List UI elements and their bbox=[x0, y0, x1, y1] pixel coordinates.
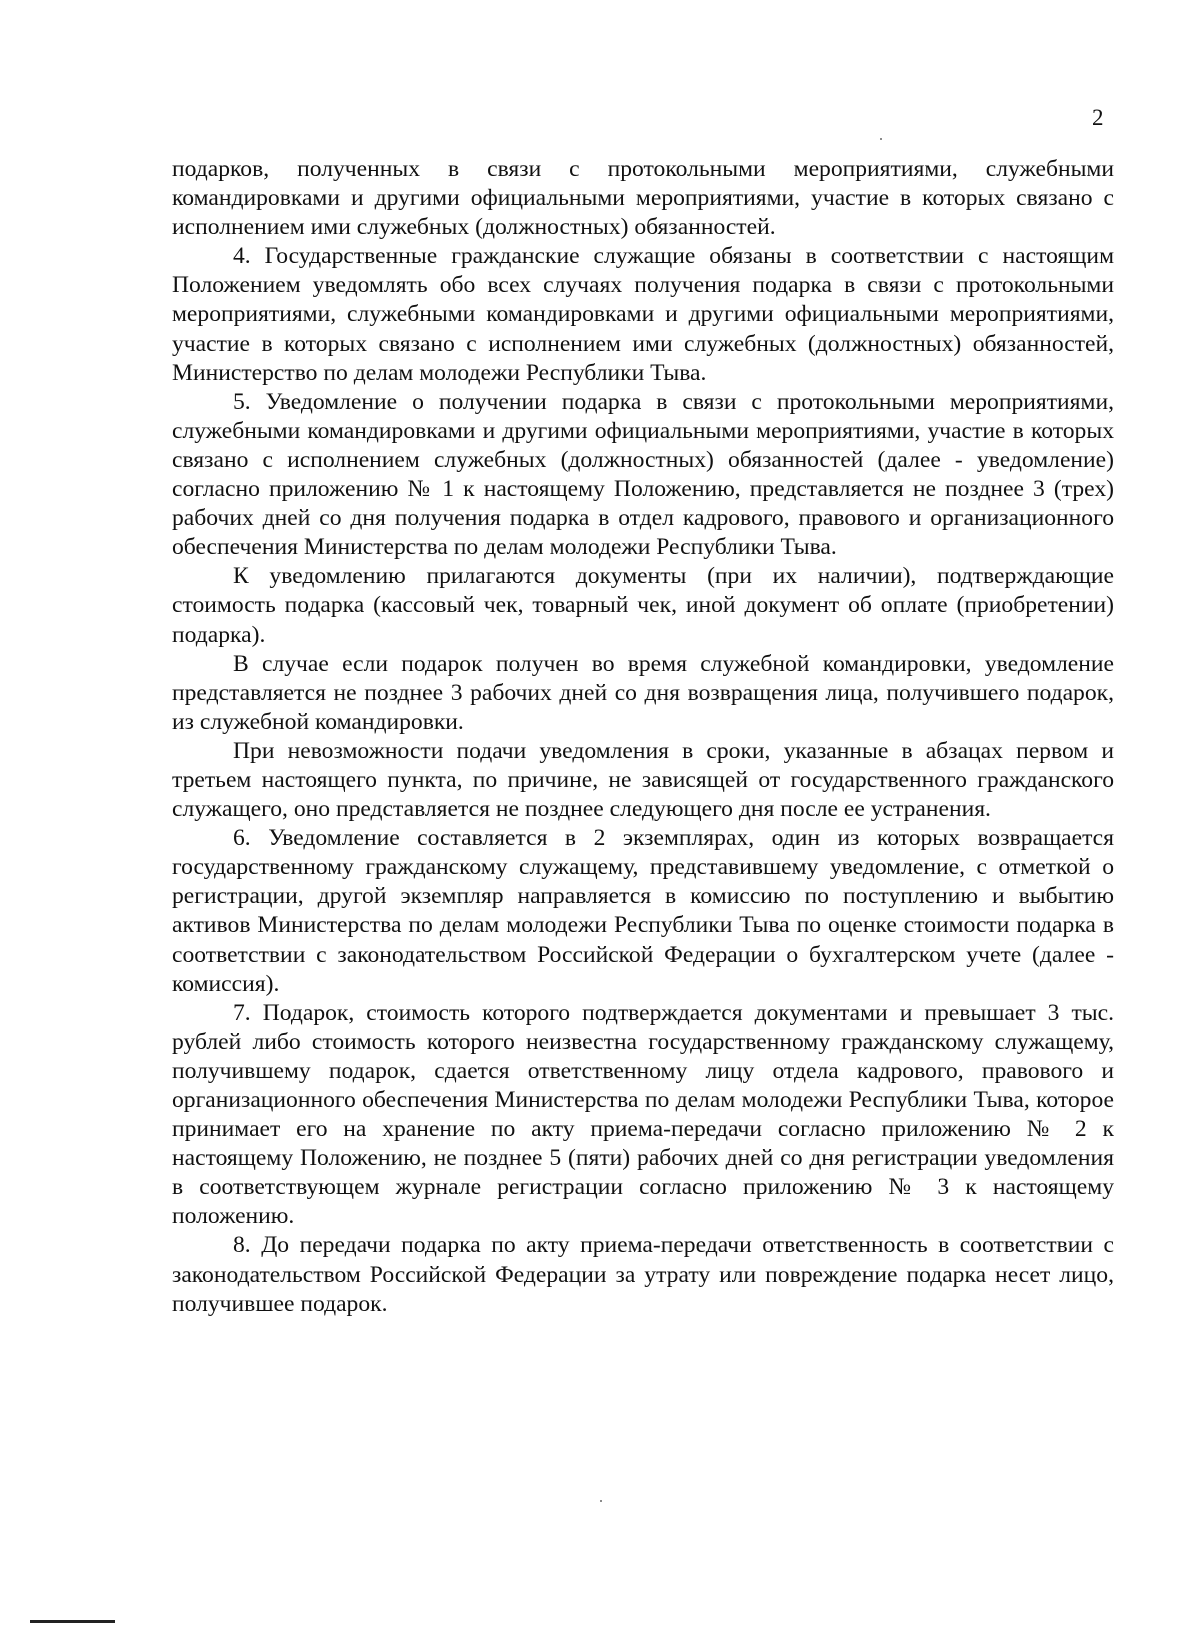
scan-speck bbox=[880, 138, 882, 140]
paragraph-item-5: 5. Уведомление о получении подарка в связи с протокольными мероприятиями, служебными командировками и другими официальными мероприятиями, участие в которых связано с исполнением служебных (должностных) обязанностей (далее - уведомление) согласно приложению № 1 к настоящему Положению, представляется не позднее 3 (трех) рабочих дней со дня получения подарка в отдел кадрового, правового и организационного обеспечения Министерства по делам молодежи Республики Тыва. bbox=[172, 388, 1114, 561]
paragraph-continuation: подарков, полученных в связи с протокольными мероприятиями, служебными командировками и другими официальными мероприятиями, участие в которых связано с исполнением ими служебных (должностных) обязанностей. bbox=[172, 156, 1114, 241]
page-number: 2 bbox=[1092, 105, 1104, 130]
paragraph-item-4: 4. Государственные гражданские служащие обязаны в соответствии с настоящим Положением уведомлять обо всех случаях получения подарка в связи с протокольными мероприятиями, служебными командировками и другими официальными мероприятиями, участие в которых связано с исполнением ими служебных (должностных) обязанностей, Министерство по делам молодежи Республики Тыва. bbox=[172, 243, 1114, 386]
paragraph-item-5-business-trip: В случае если подарок получен во время служебной командировки, уведомление представляется не позднее 3 рабочих дней со дня возвращения лица, получившего подарок, из служебной командировки. bbox=[172, 650, 1114, 735]
paragraph-item-7: 7. Подарок, стоимость которого подтверждается документами и превышает 3 тыс. рублей либо стоимость которого неизвестна государственному гражданскому служащему, получившему подарок, сдается ответственному лицу отдела кадрового, правового и организационного обеспечения Министерства по делам молодежи Республики Тыва, которое принимает его на хранение по акту приема-передачи согласно приложению № 2 к настоящему Положению, не позднее 5 (пяти) рабочих дней со дня регистрации уведомления в соответствующем журнале регистрации согласно приложению № 3 к настоящему положению. bbox=[172, 999, 1114, 1230]
scan-speck bbox=[600, 1500, 602, 1502]
paragraph-item-6: 6. Уведомление составляется в 2 экземплярах, один из которых возвращается государственному гражданскому служащему, представившему уведомление, с отметкой о регистрации, другой экземпляр направляется в комиссию по поступлению и выбытию активов Министерства по делам молодежи Республики Тыва по оценке стоимости подарка в соответствии с законодательством Российской Федерации о бухгалтерском учете (далее - комиссия). bbox=[172, 825, 1114, 997]
paragraph-item-8: 8. До передачи подарка по акту приема-передачи ответственность в соответствии с законодательством Российской Федерации за утрату или повреждение подарка несет лицо, получившее подарок. bbox=[172, 1232, 1114, 1317]
paragraph-item-5-attachments: К уведомлению прилагаются документы (при их наличии), подтверждающие стоимость подарка (кассовый чек, товарный чек, иной документ об оплате (приобретении) подарка). bbox=[172, 563, 1114, 648]
scan-edge-mark bbox=[30, 1620, 115, 1623]
document-body bbox=[172, 155, 1114, 1319]
paragraph-item-5-impossibility: При невозможности подачи уведомления в сроки, указанные в абзацах первом и третьем настоящего пункта, по причине, не зависящей от государственного гражданского служащего, оно представляется не позднее следующего дня после ее устранения. bbox=[172, 737, 1114, 823]
